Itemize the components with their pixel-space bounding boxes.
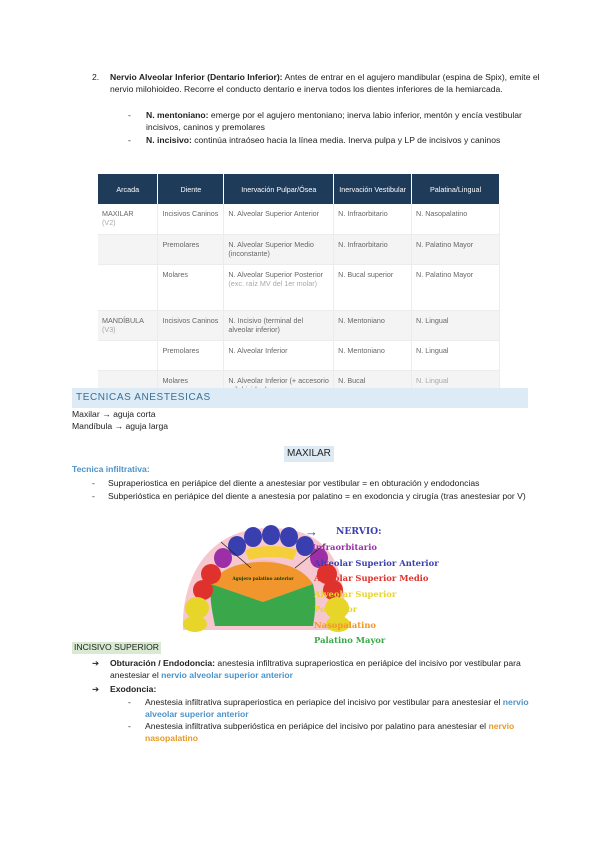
- maxilar-heading: MAXILAR: [284, 446, 334, 462]
- diente-text: Incisivos Caninos: [162, 315, 219, 325]
- intro-paragraph: [110, 72, 540, 96]
- column-header: Arcada: [98, 174, 158, 204]
- dash-bullet: -: [128, 697, 131, 707]
- table-cell: [158, 234, 224, 264]
- table-row: [98, 204, 500, 234]
- sub-item-text: emerge por el agujero mentoniano; inerva labio inferior, mentón y encía vestibular incisivos, caninos y premolares: [146, 110, 522, 132]
- diente-text: Premolares: [162, 345, 200, 355]
- palatina-text: N. Palatino Mayor: [416, 239, 474, 249]
- sub-item: [128, 721, 528, 745]
- table-cell: [412, 340, 500, 370]
- diente-text: Premolares: [162, 239, 200, 249]
- vestibular-text: N. Infraorbitario: [338, 209, 388, 218]
- table-row: [98, 340, 500, 370]
- bullet-item: [92, 478, 532, 491]
- table-cell: [98, 204, 158, 234]
- table-cell: [98, 234, 158, 264]
- pulpar-text: N. Alveolar Superior Anterior: [228, 209, 320, 218]
- inervacion-table: [98, 174, 500, 401]
- arcada-sub: (V2): [102, 218, 116, 228]
- table-cell: [334, 234, 412, 264]
- arrow-item-label: Exodoncia:: [110, 684, 157, 694]
- intro-title: Nervio Alveolar Inferior (Dentario Inferior):: [110, 72, 283, 82]
- sub-item-label: N. incisivo:: [146, 135, 192, 145]
- table-cell: [334, 310, 412, 340]
- highlight-nerve: nervio nasopalatino: [145, 721, 515, 743]
- section-header: TECNICAS ANESTESICAS: [72, 388, 528, 408]
- table-cell: [158, 340, 224, 370]
- vestibular-text: N. Mentoniano: [338, 345, 385, 355]
- arrow-item: [92, 684, 532, 697]
- nerve-legend: [302, 523, 442, 649]
- vestibular-text: N. Infraorbitario: [338, 239, 388, 249]
- dash-bullet: -: [92, 491, 95, 501]
- table-cell: [412, 264, 500, 310]
- table-cell: [158, 204, 224, 234]
- sub-item-text: continúa intraóseo hacia la línea media. Inerva pulpa y LP de incisivos y caninos: [191, 135, 501, 145]
- table-cell: [224, 234, 334, 264]
- pulpar-text: N. Alveolar Superior Posterior: [228, 269, 324, 279]
- table-cell: [334, 340, 412, 370]
- arcada-sub: (V3): [102, 324, 116, 334]
- table-cell: [334, 264, 412, 310]
- list-number: 2.: [92, 72, 100, 82]
- column-header: Inervación Vestibular: [334, 174, 412, 204]
- legend-item: Alveolar Superior Anterior: [314, 557, 439, 568]
- sub-item-incisivo: [128, 135, 528, 149]
- pulpar-note: (exc. raíz MV del 1er molar): [228, 278, 318, 288]
- sub-item-label: N. mentoniano:: [146, 110, 209, 120]
- table-cell: [224, 340, 334, 370]
- dash-bullet: -: [128, 135, 131, 145]
- arrow-bullet-icon: ➔: [92, 684, 100, 694]
- table-cell: [224, 310, 334, 340]
- legend-item: Alveolar Superior Posterior: [314, 588, 397, 615]
- diente-text: Molares: [162, 375, 189, 385]
- sub-item-text: Anestesia infiltrativa subperióstica en periápice del incisivo por palatino para anestesiar el: [145, 721, 489, 731]
- needle-line-maxilar: Maxilar → aguja corta: [72, 409, 156, 419]
- bullet-text: Supraperiostica en periápice del diente a anestesiar por vestibular = en obturación y endodoncias: [108, 478, 480, 488]
- arcada-text: MAXILAR: [102, 209, 134, 218]
- table-cell: [98, 340, 158, 370]
- table-cell: [412, 310, 500, 340]
- dash-bullet: -: [128, 110, 131, 120]
- legend-title: NERVIO:: [336, 526, 382, 537]
- diente-text: Incisivos Caninos: [162, 209, 219, 218]
- pulpar-text: N. Alveolar Inferior (+ accesorio: [228, 375, 329, 385]
- table-row: [98, 310, 500, 340]
- table-cell: [334, 204, 412, 234]
- pulpar-text: N. Alveolar Superior Medio (inconstante): [228, 239, 314, 258]
- table-cell: [98, 310, 158, 340]
- arrow-item: [92, 658, 532, 684]
- arcada-text: MANDÍBULA: [102, 315, 144, 325]
- palatina-text: N. Lingual: [416, 375, 449, 385]
- table-cell: [98, 264, 158, 310]
- arrow-bullet-icon: ➔: [92, 658, 100, 668]
- column-header: Inervación Pulpar/Ósea: [224, 174, 334, 204]
- table-cell: [224, 264, 334, 310]
- legend-item: Alveolar Superior Medio: [314, 573, 429, 584]
- table-header-row: [98, 174, 500, 204]
- arrow-icon: →: [305, 524, 318, 539]
- vestibular-text: N. Bucal: [338, 375, 366, 385]
- column-header: Diente: [158, 174, 224, 204]
- table-cell: [224, 204, 334, 234]
- needle-line-mandibula: Mandíbula → aguja larga: [72, 421, 169, 431]
- incisivo-heading: INCISIVO SUPERIOR: [74, 642, 159, 652]
- column-header: Palatina/Lingual: [412, 174, 500, 204]
- palatina-text: N. Lingual: [416, 345, 449, 355]
- highlight-nerve: nervio alveolar superior anterior: [161, 669, 293, 680]
- legend-item: Palatino Mayor: [314, 635, 386, 646]
- highlight-nerve: nervio alveolar superior anterior: [145, 697, 529, 719]
- dash-bullet: -: [128, 721, 131, 731]
- sub-item: [128, 697, 528, 721]
- table-row: [98, 264, 500, 310]
- dash-bullet: -: [92, 478, 95, 488]
- table-cell: [158, 310, 224, 340]
- intro-text: Antes de entrar en el agujero mandibular (espina de Spix), emite el nervio milohioideo. Recorre el conducto dentario e inerva todos los dientes inferiores de la hemiarcada.: [110, 72, 540, 94]
- bullet-text: Subperióstica en periápice del diente a anestesia por palatino = en exodoncia y cirugía (tras anestesiar por V): [108, 491, 526, 501]
- pulpar-text: N. Incisivo (terminal del alveolar inferior): [228, 315, 304, 334]
- palatina-text: N. Lingual: [416, 315, 449, 325]
- table-cell: [158, 264, 224, 310]
- diente-text: Molares: [162, 269, 189, 279]
- inner-label: Agujero palatino anterior: [232, 577, 294, 582]
- palatina-text: N. Palatino Mayor: [416, 269, 474, 279]
- palatina-text: N. Nasopalatino: [416, 209, 468, 218]
- bullet-item: [92, 491, 532, 517]
- sub-item-text: Anestesia infiltrativa supraperiostica en periapice del incisivo por vestibular para anestesiar el: [145, 697, 503, 707]
- table-row: [98, 234, 500, 264]
- tecnica-heading: Tecnica infiltrativa:: [72, 464, 150, 474]
- table-cell: [412, 234, 500, 264]
- arrow-item-label: Obturación / Endodoncia:: [110, 658, 216, 668]
- arrow-item-text: anestesia infiltrativa supraperiostica en periápice del incisivo por vestibular para anestesiar el: [110, 658, 521, 680]
- sub-item-mentoniano: [128, 110, 528, 134]
- vestibular-text: N. Bucal superior: [338, 269, 394, 279]
- table-cell: [412, 204, 500, 234]
- vestibular-text: N. Mentoniano: [338, 315, 385, 325]
- pulpar-text: N. Alveolar Inferior: [228, 345, 288, 355]
- legend-item: Nasopalatino: [314, 619, 376, 630]
- legend-item: Infraorbitario: [312, 542, 377, 553]
